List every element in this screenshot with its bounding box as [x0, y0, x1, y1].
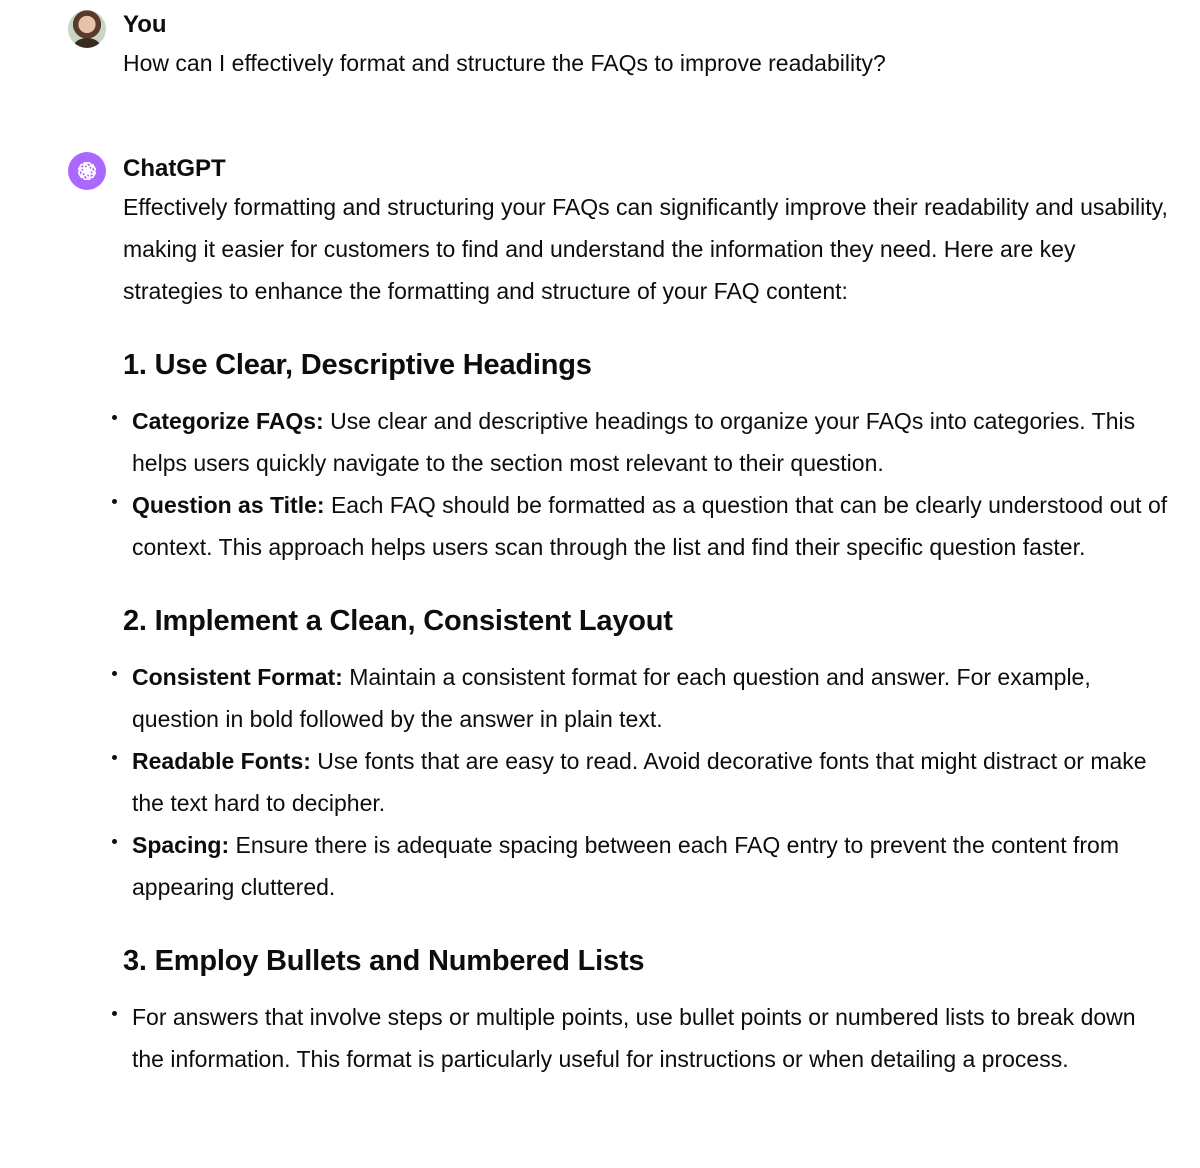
list-item-term: Question as Title:	[132, 492, 325, 518]
bullet-list	[123, 996, 1170, 1080]
list-item	[123, 400, 1170, 484]
assistant-avatar	[68, 152, 106, 190]
list-item-term: Spacing:	[132, 832, 230, 858]
openai-logo-icon	[74, 158, 100, 184]
section-heading: 2. Implement a Clean, Consistent Layout	[123, 605, 673, 637]
user-message-text	[123, 42, 1170, 84]
assistant-intro: Effectively formatting and structuring your FAQs can significantly improve their readability and usability, making it easier for customers to find and understand the information they need. Here are key strategies to enhance the formatting and structure of your FAQ content:	[123, 194, 1168, 304]
user-avatar	[68, 10, 106, 48]
bullet-list	[123, 400, 1170, 568]
list-item	[123, 996, 1170, 1080]
user-author-name: You	[123, 11, 167, 38]
bullet-list	[123, 656, 1170, 908]
list-item-text: Each FAQ should be formatted as a question that can be clearly understood out of context. This approach helps users scan through the list and find their specific question faster.	[132, 492, 1168, 560]
assistant-message-content	[123, 186, 1170, 1080]
list-item-text: Use clear and descriptive headings to organize your FAQs into categories. This helps users quickly navigate to the section most relevant to their question.	[132, 408, 1136, 476]
list-item-text: For answers that involve steps or multiple points, use bullet points or numbered lists to break down the information. This format is particularly useful for instructions or when detailing a process.	[132, 1004, 1136, 1072]
list-item	[123, 484, 1170, 568]
section-heading: 1. Use Clear, Descriptive Headings	[123, 349, 592, 381]
list-item-term: Consistent Format:	[132, 664, 343, 690]
list-item	[123, 656, 1170, 740]
list-item-text: Maintain a consistent format for each question and answer. For example, question in bold followed by the answer in plain text.	[132, 664, 1091, 732]
assistant-author-name: ChatGPT	[123, 155, 226, 182]
list-item-term: Categorize FAQs:	[132, 408, 324, 434]
list-item	[123, 824, 1170, 908]
list-item-term: Readable Fonts:	[132, 748, 311, 774]
section-heading: 3. Employ Bullets and Numbered Lists	[123, 945, 645, 977]
list-item	[123, 740, 1170, 824]
user-question: How can I effectively format and structure the FAQs to improve readability?	[123, 50, 886, 76]
list-item-text: Ensure there is adequate spacing between each FAQ entry to prevent the content from appearing cluttered.	[132, 832, 1119, 900]
list-item-text: Use fonts that are easy to read. Avoid decorative fonts that might distract or make the text hard to decipher.	[132, 748, 1147, 816]
